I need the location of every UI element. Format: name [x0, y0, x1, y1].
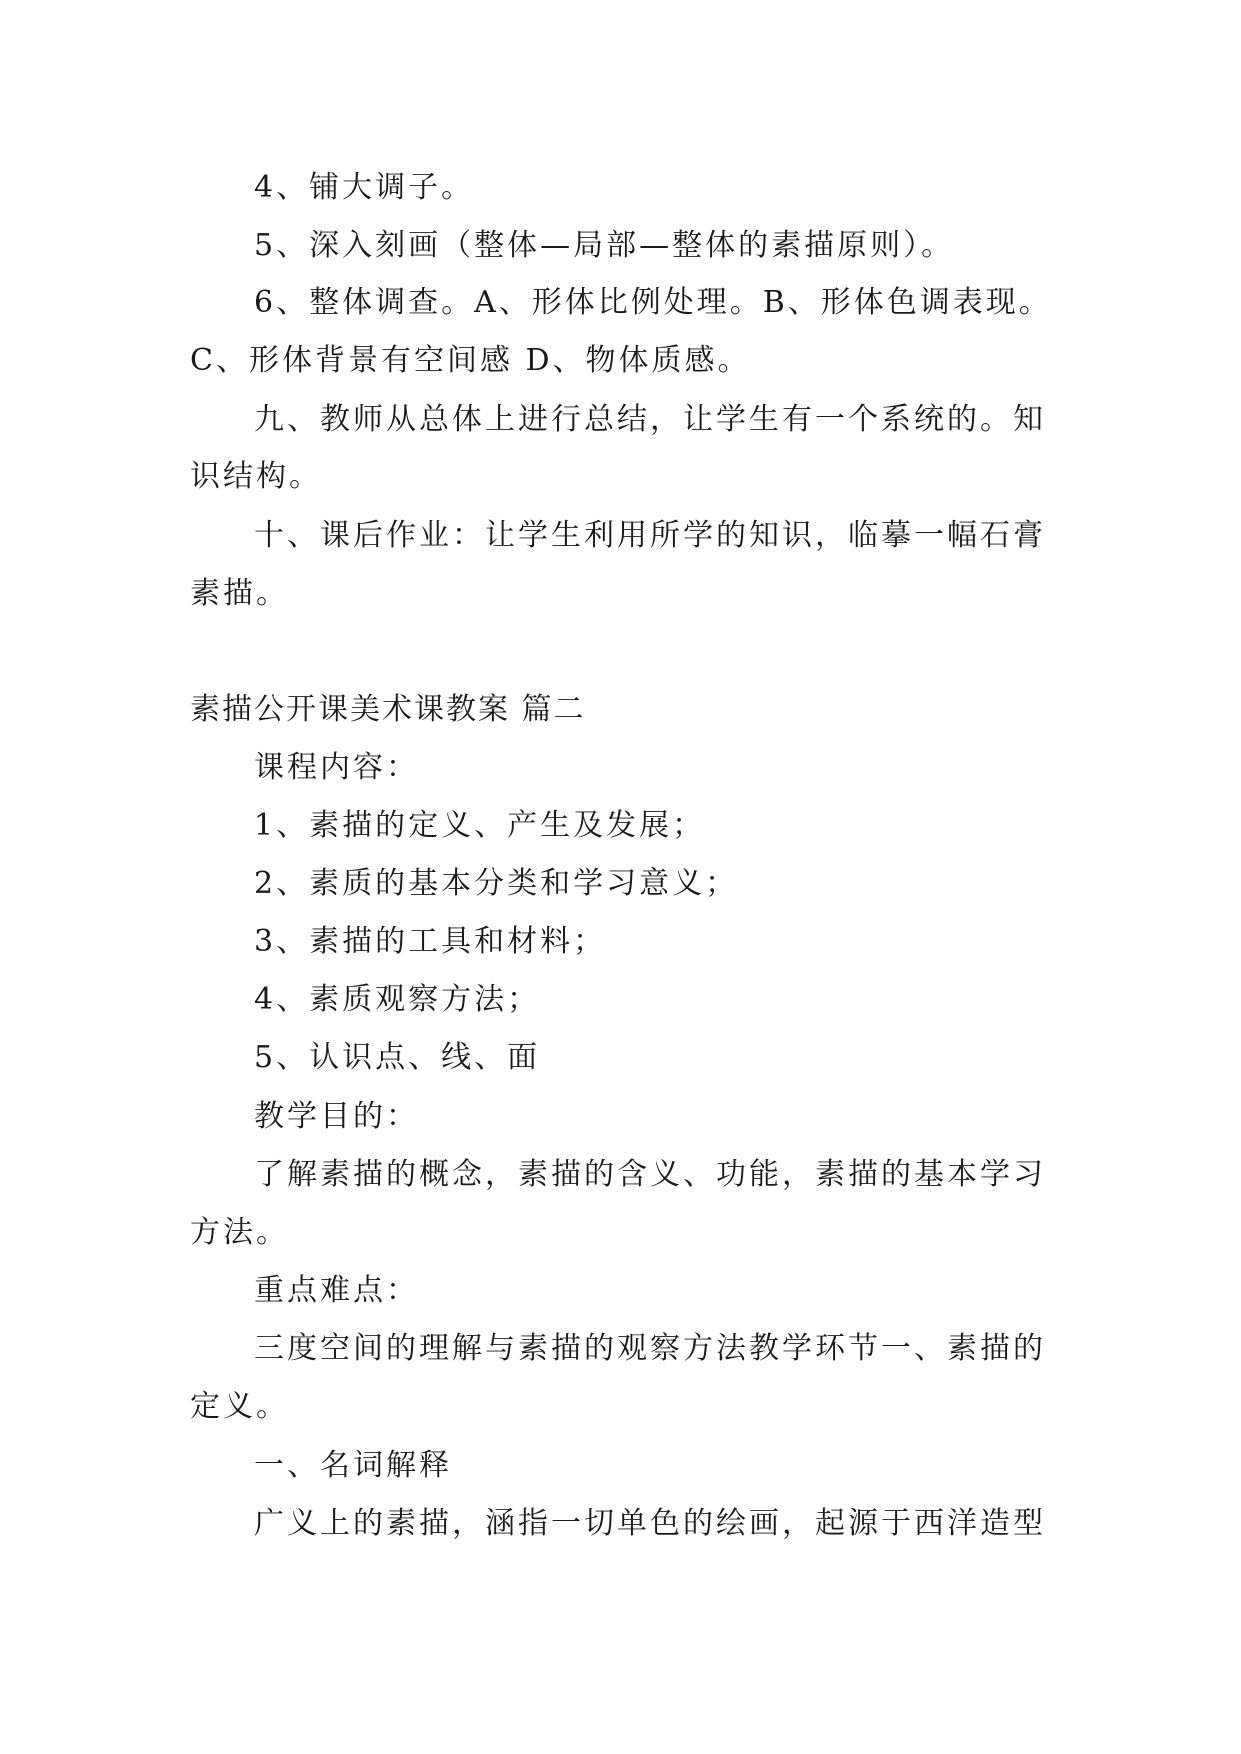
key-points-line1: 三度空间的理解与素描的观察方法教学环节一、素描的: [254, 1331, 1046, 1366]
paragraph-item-10-line2: 素描。: [190, 576, 289, 611]
objective-label: 教学目的：: [254, 1099, 419, 1134]
paragraph-item-6-line2: C、形体背景有空间感 D、物体质感。: [190, 343, 751, 378]
key-points-line2: 定义。: [190, 1389, 289, 1424]
objective-line1: 了解素描的概念，素描的含义、功能，素描的基本学习: [254, 1157, 1046, 1192]
course-content-label: 课程内容：: [254, 750, 419, 785]
course-item: 2、素质的基本分类和学习意义；: [254, 866, 739, 901]
paragraph-item-6-line1: 6、整体调查。A、形体比例处理。B、形体色调表现。: [254, 285, 1052, 320]
section-title: 素描公开课美术课教案 篇二: [190, 692, 586, 727]
key-points-label: 重点难点：: [254, 1273, 419, 1308]
course-item: 4、素质观察方法；: [254, 982, 541, 1017]
term-line1: 广义上的素描，涵指一切单色的绘画，起源于西洋造型: [254, 1506, 1046, 1541]
course-item: 3、素描的工具和材料；: [254, 924, 607, 959]
paragraph-item-9-line1: 九、教师从总体上进行总结，让学生有一个系统的。知: [254, 402, 1046, 437]
course-item: 5、认识点、线、面: [254, 1040, 541, 1075]
objective-line2: 方法。: [190, 1215, 289, 1250]
term-heading: 一、名词解释: [254, 1448, 452, 1483]
paragraph-item-9-line2: 识结构。: [190, 459, 322, 494]
paragraph-item-5: 5、深入刻画（整体—局部—整体的素描原则）。: [254, 228, 955, 263]
course-item: 1、素描的定义、产生及发展；: [254, 808, 706, 843]
paragraph-item-10-line1: 十、课后作业：让学生利用所学的知识，临摹一幅石膏: [254, 518, 1046, 553]
paragraph-item-4: 4、铺大调子。: [254, 170, 475, 205]
